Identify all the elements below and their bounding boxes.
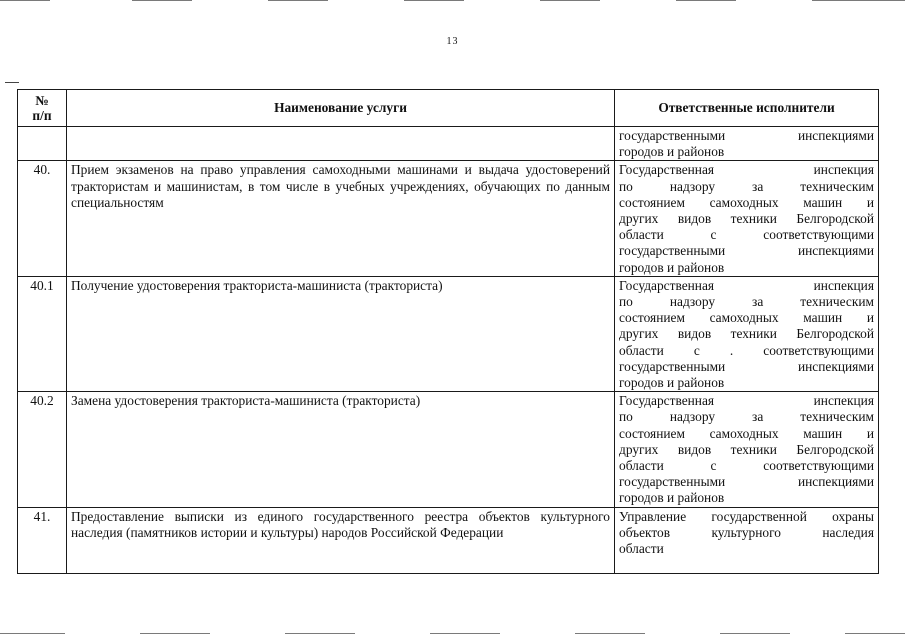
responsible-line: городов и районов (619, 375, 725, 391)
responsible-line: государственными инспекциями (619, 128, 874, 143)
responsible-line: области с . соответствующими (619, 342, 874, 358)
service-name: Предоставление выписки из единого государственного реестра объектов культурного наследия (памятников истории и культуры) народов Российской Федерации (67, 507, 615, 573)
responsible-line: по надзору за техническим (619, 294, 874, 310)
table-row (18, 276, 879, 391)
responsible-line: государственными инспекциями (619, 474, 874, 490)
service-name (67, 127, 615, 161)
responsible-line: по надзору за техническим (619, 409, 874, 425)
scan-edge-top (0, 0, 905, 3)
responsible-line: состоянием самоходных машин и (619, 310, 874, 326)
table-row (18, 127, 879, 161)
services-table (17, 89, 879, 574)
responsible-line: городов и районов (619, 259, 725, 275)
row-number: 41. (18, 507, 67, 573)
responsible-line: других видов техники Белгородской (619, 326, 874, 342)
row-number: 40.1 (18, 276, 67, 391)
table-row (18, 392, 879, 507)
responsible-line: Управление государственной охраны (619, 508, 874, 524)
responsible-line: Государственная инспекция (619, 393, 874, 409)
responsible-line: области с соответствующими (619, 227, 874, 243)
responsible-line: других видов техники Белгородской (619, 211, 874, 227)
responsible-line: области (619, 541, 664, 557)
header-number (18, 90, 67, 127)
responsible-line: области с соответствующими (619, 458, 874, 474)
scan-edge-mark (5, 82, 19, 83)
responsible-line: городов и районов (619, 144, 725, 160)
responsible-cell (615, 161, 879, 276)
scan-edge-bottom (0, 633, 905, 637)
table-row (18, 161, 879, 276)
responsible-line: государственными инспекциями (619, 243, 874, 259)
responsible-cell (615, 276, 879, 391)
responsible-line: по надзору за техническим (619, 178, 874, 194)
row-number: 40.2 (18, 392, 67, 507)
row-number: 40. (18, 161, 67, 276)
responsible-cell (615, 127, 879, 161)
responsible-line: городов и районов (619, 490, 725, 506)
responsible-cell (615, 392, 879, 507)
service-name: Получение удостоверения тракториста-машиниста (тракториста) (67, 276, 615, 391)
responsible-line: состоянием самоходных машин и (619, 194, 874, 210)
table-row (18, 507, 879, 573)
header-number-sign: № (35, 93, 49, 108)
service-name: Замена удостоверения тракториста-машиниста (тракториста) (67, 392, 615, 507)
header-responsible: Ответственные исполнители (615, 90, 879, 127)
page-number: 13 (446, 36, 459, 47)
header-service-name: Наименование услуги (67, 90, 615, 127)
responsible-line: других видов техники Белгородской (619, 441, 874, 457)
row-number (18, 127, 67, 161)
responsible-line: объектов культурного наследия (619, 524, 874, 540)
responsible-cell (615, 507, 879, 573)
table-header-row (18, 90, 879, 127)
responsible-line: Государственная инспекция (619, 277, 874, 293)
service-name: Прием экзаменов на право управления самоходными машинами и выдача удостоверений трактористам и машинистам, в том числе в учебных учреждениях, обучающих по данным специальностям (67, 161, 615, 276)
responsible-line: Государственная инспекция (619, 162, 874, 178)
header-number-abbr: п/п (32, 108, 52, 123)
responsible-line: состоянием самоходных машин и (619, 425, 874, 441)
responsible-line: государственными инспекциями (619, 358, 874, 374)
